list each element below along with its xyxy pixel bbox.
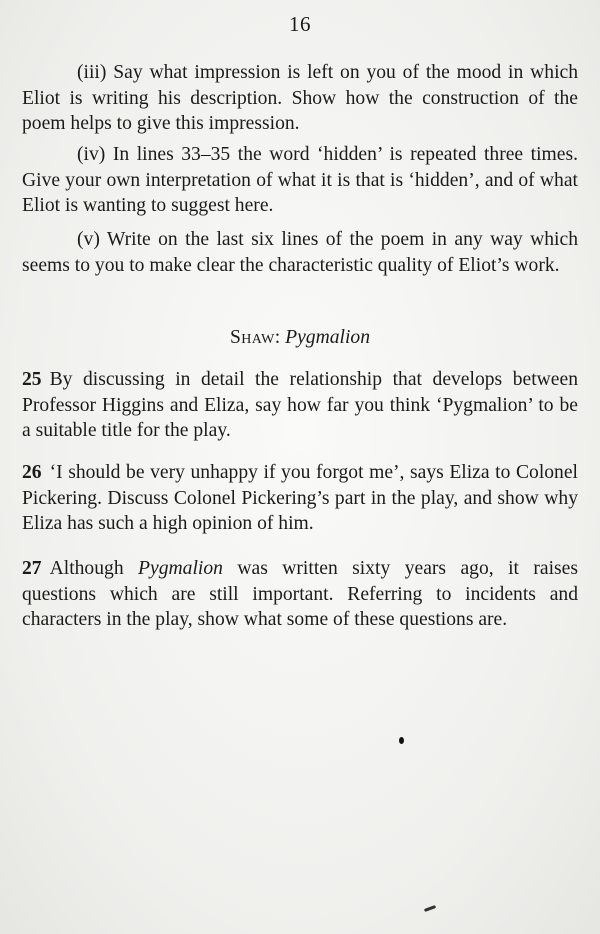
subquestion-v	[22, 227, 578, 278]
question-text-after: was written sixty years ago, it raises questions which are still important. Referring to incidents and characters in the play, show what some of these questions are.	[22, 558, 578, 630]
section-title: Pygmalion	[285, 327, 371, 348]
question-26	[22, 460, 578, 537]
subquestion-text: In lines 33–35 the word ‘hidden’ is repeated three times. Give your own interpretation of what it is that is ‘hidden’, and of what Eliot is wanting to suggest here.	[22, 144, 579, 216]
section-separator: :	[274, 327, 286, 348]
question-text-before: Although	[49, 558, 139, 579]
question-25	[22, 367, 578, 444]
question-number: 27	[22, 558, 42, 579]
question-text: By discussing in detail the relationship that develops between Professor Higgins and Eliza, say how far you think ‘Pygmalion’ to be a suitable title for the play.	[22, 369, 578, 441]
subquestion-iii	[22, 60, 578, 137]
subquestion-iv	[22, 142, 578, 219]
page-number: 16	[289, 12, 311, 36]
subquestion-label: (v)	[77, 229, 100, 250]
section-heading	[0, 327, 600, 349]
question-text: ‘I should be very unhappy if you forgot me’, says Eliza to Colonel Pickering. Discuss Colonel Pickering’s part in the play, and show why Eliza has such a high opinion of him.	[22, 462, 578, 534]
ink-spot	[399, 737, 404, 744]
question-text-italic: Pygmalion	[138, 558, 223, 579]
subquestion-label: (iv)	[77, 144, 106, 165]
subquestion-text: Write on the last six lines of the poem in any way which seems to you to make clear the characteristic quality of Eliot’s work.	[22, 229, 578, 276]
ink-mark	[424, 905, 436, 912]
question-27	[22, 556, 578, 633]
subquestion-label: (iii)	[77, 62, 107, 83]
section-author: Shaw	[229, 327, 275, 348]
question-number: 25	[22, 369, 42, 390]
question-number: 26	[22, 462, 42, 483]
subquestion-text: Say what impression is left on you of the mood in which Eliot is writing his description. Show how the construction of the poem helps to give this impression.	[22, 62, 579, 134]
